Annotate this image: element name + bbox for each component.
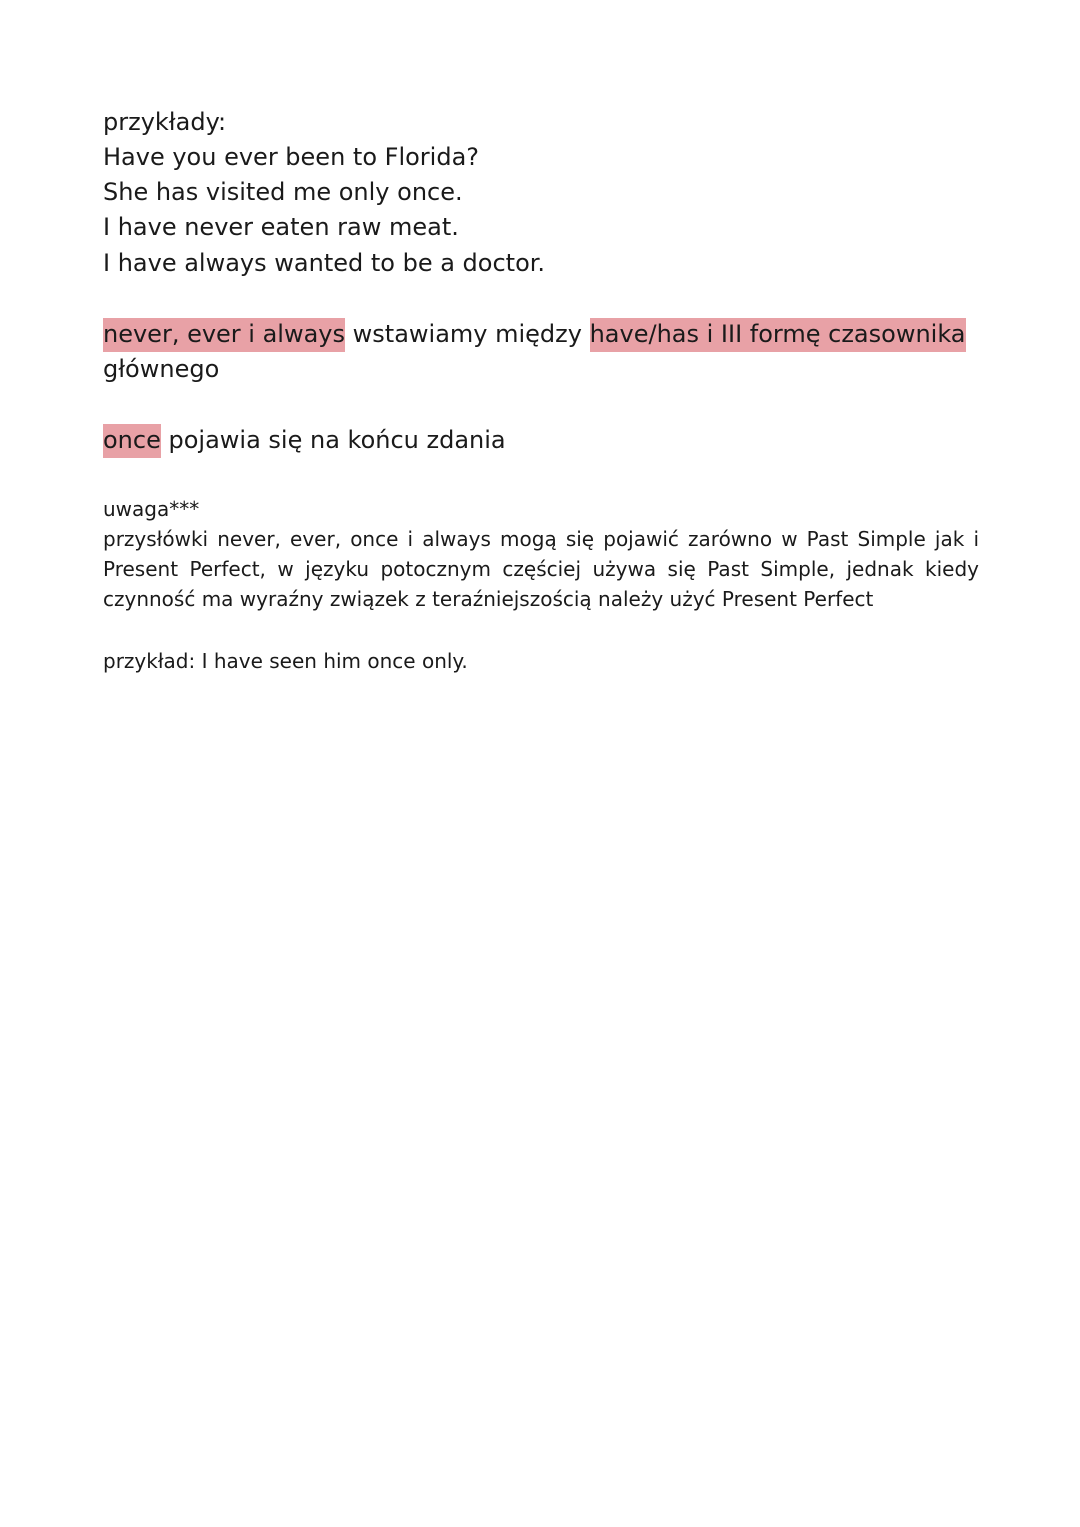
rule-continuation: głównego xyxy=(103,355,220,383)
note-line-2: Present Perfect, w języku potocznym częściej używa się Past Simple, jednak kiedy xyxy=(103,557,979,581)
note-line-1: przysłówki never, ever, once i always mogą się pojawić zarówno w Past Simple jak i xyxy=(103,527,979,551)
final-example: przykład: I have seen him once only. xyxy=(103,649,468,673)
example-sentence-3: I have never eaten raw meat. xyxy=(103,213,459,241)
rule-once-text: pojawia się na końcu zdania xyxy=(160,426,506,454)
highlight-have-has: have/has i III formę czasownika xyxy=(590,318,966,352)
highlight-once: once xyxy=(103,424,161,458)
example-sentence-4: I have always wanted to be a doctor. xyxy=(103,249,546,277)
rule-once-placement xyxy=(103,423,506,457)
example-sentence-2: She has visited me only once. xyxy=(103,178,463,206)
note-heading: uwaga*** xyxy=(103,497,200,521)
rule-adverb-placement xyxy=(103,317,966,351)
example-sentence-1: Have you ever been to Florida? xyxy=(103,143,480,171)
note-section xyxy=(103,494,979,614)
examples-heading: przykłady: xyxy=(103,108,227,136)
highlight-adverbs: never, ever i always xyxy=(103,318,345,352)
note-line-3: czynność ma wyraźny związek z teraźniejszością należy użyć Present Perfect xyxy=(103,587,874,611)
rule-middle-text: wstawiamy między xyxy=(345,320,590,348)
